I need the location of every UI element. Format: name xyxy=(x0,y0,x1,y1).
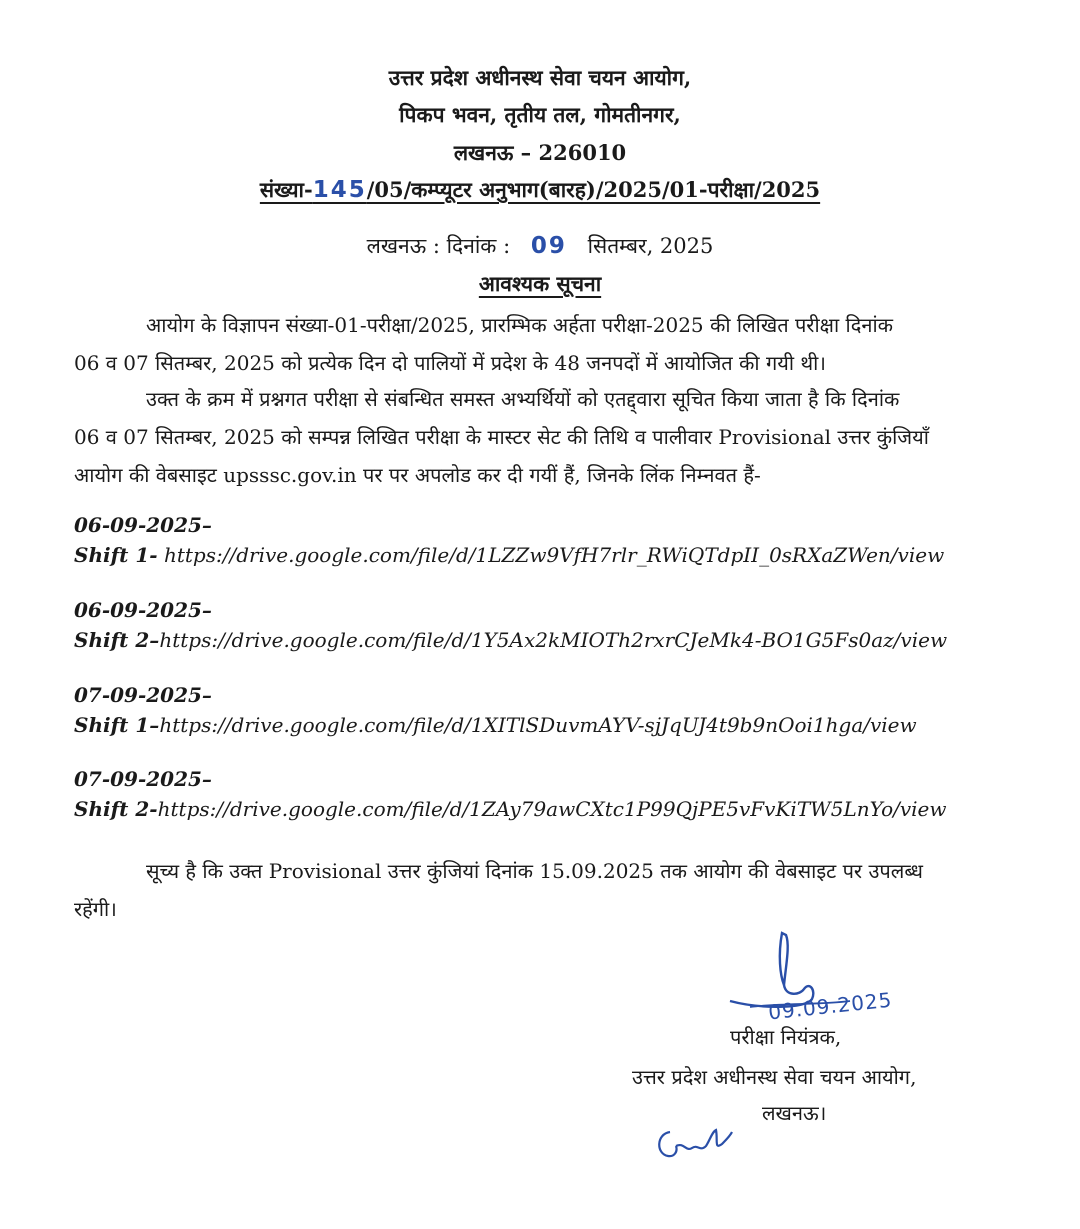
date-line xyxy=(0,232,1080,260)
link-4-shift: Shift 2- xyxy=(74,797,158,821)
date-suffix: सितम्बर, 2025 xyxy=(587,234,714,258)
para2-line1: उक्त के क्रम में प्रश्नगत परीक्षा से संबन्धित समस्त अभ्यर्थियों को एतद्द्वारा सूचित किया जाता है कि दिनांक xyxy=(146,387,900,411)
date-prefix: लखनऊ : दिनांक : xyxy=(366,234,511,258)
signature-designation: परीक्षा नियंत्रक, xyxy=(730,1025,842,1049)
signature-city: लखनऊ। xyxy=(762,1101,827,1125)
initials-scribble xyxy=(652,1118,737,1168)
link-4-row xyxy=(74,797,947,821)
link-2-shift: Shift 2– xyxy=(74,628,160,652)
ref-suffix: /05/कम्प्यूटर अनुभाग(बारह)/2025/01-परीक्षा/2025 xyxy=(366,177,821,202)
reference-number-line xyxy=(0,176,1080,204)
link-1-row xyxy=(74,543,944,567)
subject-heading: आवश्यक सूचना xyxy=(478,271,602,296)
para2-line2: 06 व 07 सितम्बर, 2025 को सम्पन्न लिखित परीक्षा के मास्टर सेट की तिथि व पालीवार Provisional उत्तर कुंजियाँ xyxy=(74,425,929,449)
link-1-date: 06-09-2025– xyxy=(74,513,212,537)
closing-line2: रहेंगी। xyxy=(74,897,117,921)
link-1-url[interactable]: https://drive.google.com/file/d/1LZZw9VfH7rlr_RWiQTdpII_0sRXaZWen/view xyxy=(163,543,945,567)
org-name-header: उत्तर प्रदेश अधीनस्थ सेवा चयन आयोग, xyxy=(388,65,692,90)
date-day-handwritten: 09 xyxy=(530,233,567,259)
closing-line1: सूच्य है कि उक्त Provisional उत्तर कुंजियां दिनांक 15.09.2025 तक आयोग की वेबसाइट पर उपलब्ध xyxy=(146,859,923,883)
link-2-url[interactable]: https://drive.google.com/file/d/1Y5Ax2kMIOTh2rxrCJeMk4-BO1G5Fs0az/view xyxy=(159,628,948,652)
link-2-date: 06-09-2025– xyxy=(74,598,212,622)
paragraph-1 xyxy=(74,306,1014,382)
signature-org-name: उत्तर प्रदेश अधीनस्थ सेवा चयन आयोग, xyxy=(632,1065,917,1089)
city-pin-line: लखनऊ – 226010 xyxy=(453,140,627,165)
para1-line2: 06 व 07 सितम्बर, 2025 को प्रत्येक दिन दो पालियों में प्रदेश के 48 जनपदों में आयोजित की गयी थी। xyxy=(74,351,826,375)
link-1-shift: Shift 1- xyxy=(74,543,158,567)
closing-paragraph xyxy=(74,852,1014,928)
link-4-url[interactable]: https://drive.google.com/file/d/1ZAy79awCXtc1P99QjPE5vFvKiTW5LnYo/view xyxy=(157,797,947,821)
ref-number-handwritten: 145 xyxy=(312,177,367,203)
signature-date: 09.09.2025 xyxy=(767,987,894,1025)
link-2-row xyxy=(74,628,947,652)
para2-line3: आयोग की वेबसाइट upsssc.gov.in पर पर अपलोड कर दी गयीं हैं, जिनके लिंक निम्नवत हैं- xyxy=(74,463,761,487)
link-3-shift: Shift 1– xyxy=(74,713,160,737)
link-3-url[interactable]: https://drive.google.com/file/d/1XITlSDuvmAYV-sjJqUJ4t9b9nOoi1hga/view xyxy=(159,713,917,737)
link-3-row xyxy=(74,713,917,737)
link-4-date: 07-09-2025– xyxy=(74,767,212,791)
link-3-date: 07-09-2025– xyxy=(74,683,212,707)
para1-line1: आयोग के विज्ञापन संख्या-01-परीक्षा/2025, प्रारम्भिक अर्हता परीक्षा-2025 की लिखित परीक्षा दिनांक xyxy=(146,313,893,337)
address-line: पिकप भवन, तृतीय तल, गोमतीनगर, xyxy=(399,102,681,127)
ref-prefix: संख्या- xyxy=(259,177,313,202)
paragraph-2 xyxy=(74,380,1014,494)
